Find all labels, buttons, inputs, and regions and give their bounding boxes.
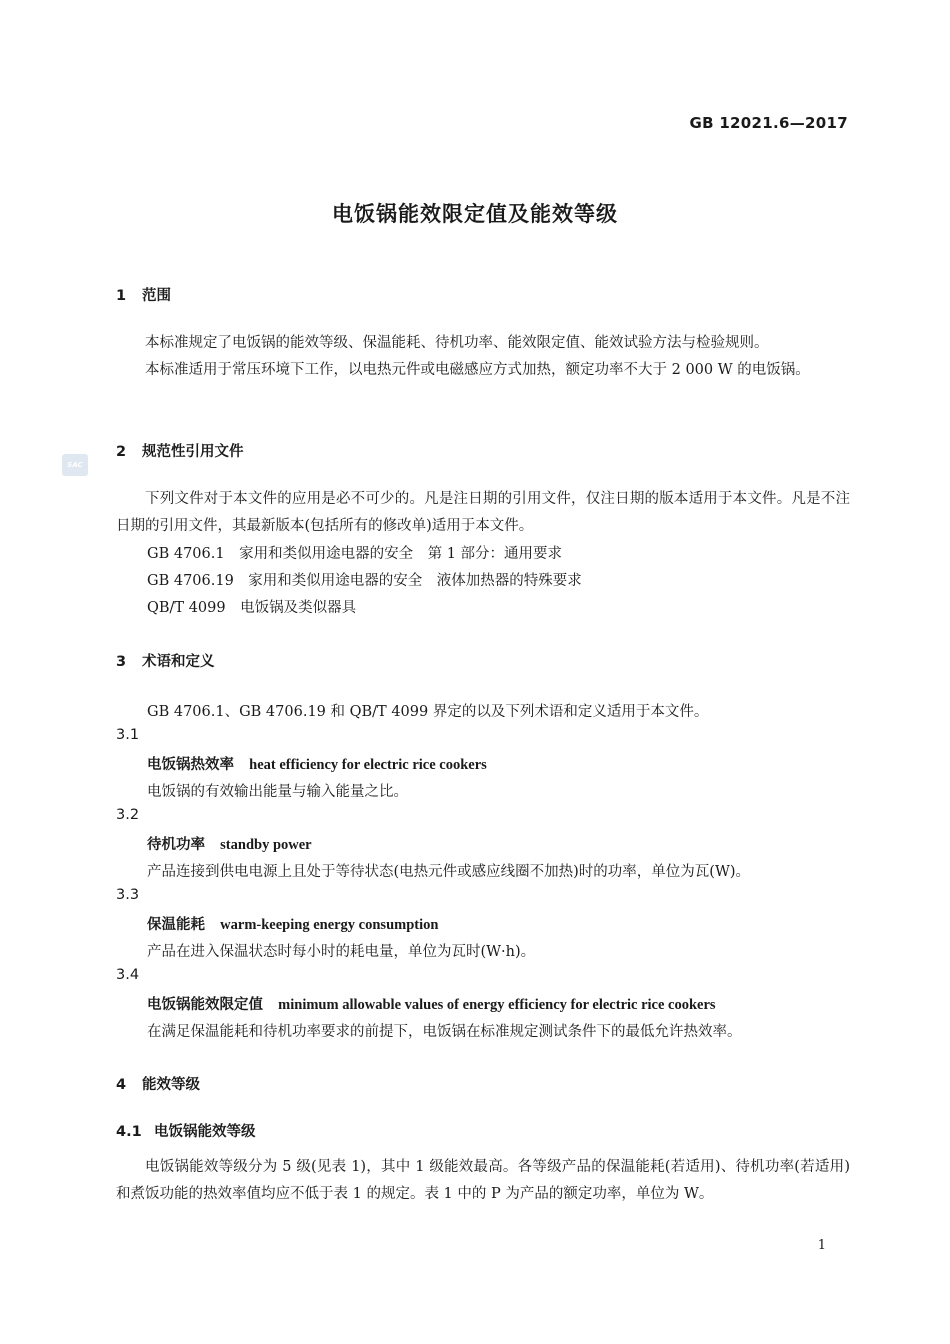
term-en: heat efficiency for electric rice cookers	[249, 757, 487, 773]
subsection-4-1-heading	[116, 1120, 256, 1141]
section-3-heading	[116, 650, 215, 671]
page-number: 1	[817, 1238, 826, 1253]
reference-item: GB 4706.19 家用和类似用途电器的安全 液体加热器的特殊要求	[147, 573, 582, 589]
paragraph: 下列文件对于本文件的应用是必不可少的。凡是注日期的引用文件，仅注日期的版本适用于本文件。凡是不注日期的引用文件，其最新版本(包括所有的修改单)适用于本文件。	[116, 491, 850, 534]
reference-item: QB/T 4099 电饭锅及类似器具	[147, 600, 357, 616]
term-en: minimum allowable values of energy efficiency for electric rice cookers	[278, 997, 716, 1013]
subsection-title: 电饭锅能效等级	[154, 1124, 256, 1140]
term-number: 3.2	[116, 807, 140, 823]
term-cn: 电饭锅热效率	[147, 757, 234, 773]
paragraph: 本标准规定了电饭锅的能效等级、保温能耗、待机功率、能效限定值、能效试验方法与检验规则。	[145, 335, 769, 351]
term-cn: 电饭锅能效限定值	[147, 997, 263, 1013]
term-number: 3.4	[116, 967, 140, 983]
section-2-heading	[116, 440, 244, 461]
section-4-heading	[116, 1073, 200, 1094]
reference-item: GB 4706.1 家用和类似用途电器的安全 第 1 部分：通用要求	[147, 546, 563, 562]
section-number: 3	[116, 654, 127, 670]
paragraph: 本标准适用于常压环境下工作，以电热元件或电磁感应方式加热，额定功率不大于 2 000 W 的电饭锅。	[145, 362, 810, 378]
term-cn: 待机功率	[147, 837, 205, 853]
section-title: 规范性引用文件	[142, 444, 244, 460]
subsection-number: 4.1	[116, 1124, 142, 1140]
section-title: 能效等级	[142, 1077, 200, 1093]
section-number: 2	[116, 444, 127, 460]
term-heading	[147, 913, 438, 934]
term-cn: 保温能耗	[147, 917, 205, 933]
term-definition: 在满足保温能耗和待机功率要求的前提下，电饭锅在标准规定测试条件下的最低允许热效率。	[147, 1024, 742, 1040]
standard-number: GB 12021.6—2017	[689, 114, 848, 132]
term-heading	[147, 753, 487, 774]
term-number: 3.3	[116, 887, 140, 903]
section-1-heading	[116, 284, 171, 305]
term-definition: 产品连接到供电电源上且处于等待状态(电热元件或感应线圈不加热)时的功率，单位为瓦(W)。	[147, 864, 751, 880]
term-heading	[147, 833, 312, 854]
section-title: 范围	[142, 288, 171, 304]
document-title: 电饭锅能效限定值及能效等级	[332, 202, 618, 226]
section-number: 4	[116, 1077, 127, 1093]
term-definition: 电饭锅的有效输出能量与输入能量之比。	[147, 784, 408, 800]
term-en: standby power	[220, 837, 312, 853]
paragraph: 电饭锅能效等级分为 5 级(见表 1)，其中 1 级能效最高。各等级产品的保温能耗(若适用)、待机功率(若适用)和煮饭功能的热效率值均应不低于表 1 的规定。表 1 中的 P 为产品的额定功率，单位为 W。	[116, 1159, 850, 1202]
section-title: 术语和定义	[142, 654, 215, 670]
section-number: 1	[116, 288, 127, 304]
term-en: warm-keeping energy consumption	[220, 917, 439, 933]
paragraph: GB 4706.1、GB 4706.19 和 QB/T 4099 界定的以及下列术语和定义适用于本文件。	[147, 704, 709, 720]
term-definition: 产品在进入保温状态时每小时的耗电量，单位为瓦时(W·h)。	[147, 944, 536, 960]
term-heading	[147, 993, 716, 1014]
sac-watermark-logo: SAC	[62, 454, 88, 476]
term-number: 3.1	[116, 727, 140, 743]
